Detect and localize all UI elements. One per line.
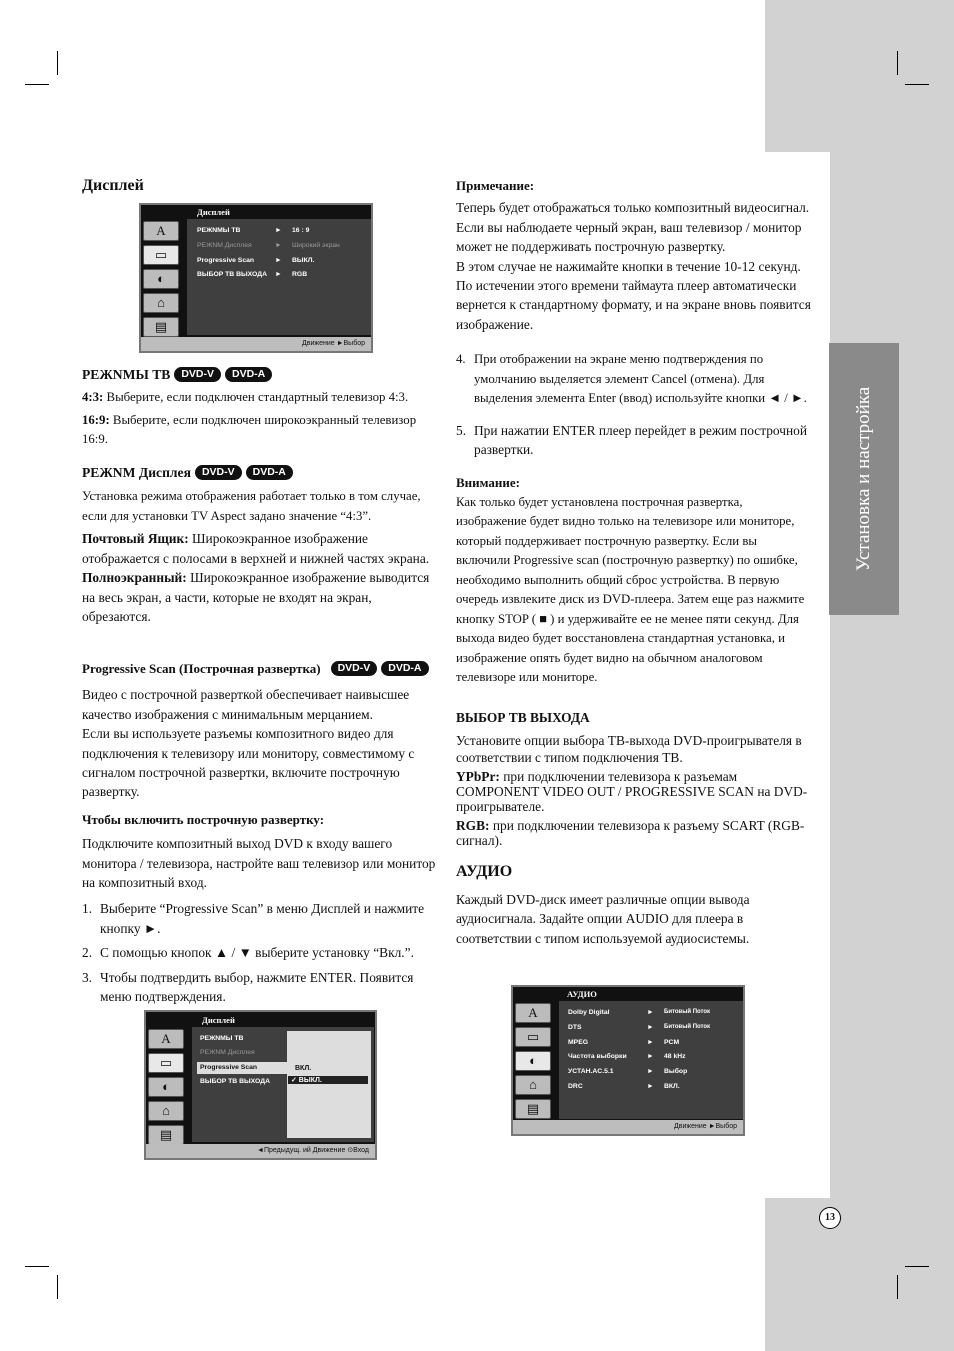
- osd-option-panel: [287, 1031, 371, 1138]
- others-icon: ▤: [143, 317, 179, 337]
- progressive-p1: Видео с построчной разверткой обеспечивает наивысшее качество изображения с минимальным мерцанием.: [82, 687, 410, 722]
- crop-mark: [57, 1275, 58, 1299]
- caution-title: Внимание:: [456, 474, 520, 490]
- osd-row-label: ВЫБОР ТВ ВЫХОДА: [197, 271, 267, 278]
- osd-row-label: DRC: [568, 1083, 583, 1090]
- osd-row-arrow: ►: [647, 1009, 654, 1016]
- note-p1: Теперь будет отображаться только композитный видеосигнал. Если вы наблюдаете черный экран, ваш телевизор / монитор может не поддерживать построчную развертку.: [456, 200, 810, 255]
- badge-dvd-a: DVD-A: [246, 465, 293, 480]
- display-mode-title-text: РЕЖNМ Дисплея: [82, 465, 191, 480]
- osd-icon-column: [148, 1029, 188, 1149]
- lock-icon: ⌂: [148, 1101, 184, 1121]
- osd-row-label: Progressive Scan: [200, 1064, 258, 1071]
- note-p2: В этом случае не нажимайте кнопки в течение 10-12 секунд. По истечении этого времени таймаута плеер автоматически вернется к стандартному формату, и на экране вновь появится изображение.: [456, 258, 811, 332]
- tv-mode-169: 16:9: Выберите, если подключен широкоэкранный телевизор 16:9.: [82, 412, 417, 447]
- osd-row-arrow: ►: [647, 1053, 654, 1060]
- osd-row-value: RGB: [292, 271, 308, 278]
- crop-mark: [25, 84, 49, 85]
- tvout-rgb: RGB: при подключении телевизора к разъему SCART (RGB-сигнал).: [456, 818, 805, 849]
- audio-title: АУДИО: [456, 863, 513, 881]
- osd-panel: [559, 1001, 743, 1119]
- display-mode-intro: Установка режима отображения работает только в том случае, если для установки TV Aspect задано значение “4:3”.: [82, 489, 421, 523]
- step-item: 2. С помощью кнопок ▲ / ▼ выберите установку “Вкл.”.: [82, 945, 414, 961]
- osd-row-arrow: ►: [275, 227, 282, 234]
- crop-mark: [57, 51, 58, 75]
- osd-title: АУДИО: [567, 989, 597, 999]
- progressive-title-text: Progressive Scan (Построчная развертка): [82, 661, 321, 676]
- lock-icon: ⌂: [143, 293, 179, 313]
- osd-progressive-menu: [144, 1010, 377, 1160]
- osd-title: Дисплей: [202, 1015, 235, 1025]
- tv-mode-43: 4:3: Выберите, если подключен стандартный телевизор 4:3.: [82, 390, 409, 405]
- osd-row-label: УСТАН.AC.5.1: [568, 1068, 614, 1075]
- language-icon: A: [515, 1003, 551, 1023]
- osd-row-arrow: ►: [647, 1083, 654, 1090]
- page-number: 13: [819, 1207, 841, 1229]
- left-column: [82, 176, 437, 195]
- tvout-ypbpr: YPbPr: при подключении телевизора к разъемам COMPONENT VIDEO OUT / PROGRESSIVE SCAN на DVD-проигрывателе.: [456, 769, 808, 815]
- osd-row-label: Dolby Digital: [568, 1009, 610, 1016]
- caution-text: Как только будет установлена построчная развертка, изображение будет видно только на телевизоре или мониторе, который поддерживает построчную развертку. Если вы включили Progressive scan (построчную развертку) по ошибке, необходимо выполнить общий сброс устройства. В первую очередь извлеките диск из DVD-плеера. Затем еще раз нажмите кнопку STOP ( ■ ) и удерживайте ее не менее пяти секунд. Для выхода видео будет восстановлена стандартная установка, и изображение опять будет видно на обычном аналоговом телевизоре или мониторе.: [456, 494, 805, 685]
- progressive-howto-text: Подключите композитный выход DVD к входу вашего монитора / телевизора, настройте ваш телевизор или монитор на композитный вход.: [82, 836, 436, 891]
- lock-icon: ⌂: [515, 1075, 551, 1095]
- osd-row-label: MPEG: [568, 1039, 589, 1046]
- note-title: Примечание:: [456, 178, 535, 193]
- display-mode-section: [82, 463, 437, 626]
- tv-mode-title: [82, 365, 437, 384]
- osd-footer: Движение ►Выбор: [141, 337, 371, 351]
- osd-row-label: Частота выборки: [568, 1053, 627, 1060]
- display-mode-panscan: Полноэкранный: Широкоэкранное изображение выводится на весь экран, а части, которые не входят на экран, обрезаются.: [82, 570, 430, 625]
- others-icon: ▤: [148, 1125, 184, 1145]
- confirm-steps: [456, 350, 811, 459]
- tv-mode-title-text: РЕЖNМЫ ТВ: [82, 367, 171, 382]
- badge-dvd-a: DVD-A: [381, 661, 428, 676]
- step-item: 4. При отображении на экране меню подтверждения по умолчанию выделяется элемент Cancel (отмена). Для выделения элемента Enter (ввод) используйте кнопки ◄ / ►.: [456, 352, 807, 406]
- osd-footer: ◄Предыдущ. ий Движение ⊙Вход: [146, 1144, 375, 1158]
- osd-row-arrow: ►: [275, 242, 282, 249]
- display-icon: ▭: [515, 1027, 551, 1047]
- osd-row-arrow: ►: [647, 1068, 654, 1075]
- osd-row-arrow: ►: [647, 1024, 654, 1031]
- osd-option-on: ВКЛ.: [295, 1065, 312, 1072]
- osd-row-value: Битовый Поток: [664, 1009, 711, 1015]
- display-mode-title: [82, 463, 437, 482]
- osd-row-label: ВЫБОР ТВ ВЫХОДА: [200, 1078, 270, 1085]
- osd-row-label: РЕЖNМ Дисплея: [197, 242, 252, 249]
- osd-footer: Движение ►Выбор: [513, 1120, 743, 1134]
- osd-row-label: DTS: [568, 1024, 582, 1031]
- osd-display-menu: [139, 203, 373, 353]
- crop-mark: [897, 51, 898, 75]
- progressive-section: [82, 659, 437, 1007]
- margin-band-bottom: [765, 1198, 954, 1351]
- section-side-tab: [829, 343, 899, 615]
- language-icon: A: [148, 1029, 184, 1049]
- osd-row-value: 16 : 9: [292, 227, 310, 234]
- osd-row-value: 48 kHz: [664, 1053, 686, 1060]
- audio-icon: ◐: [515, 1051, 551, 1071]
- audio-icon: ◐: [148, 1077, 184, 1097]
- tv-mode-section: [82, 365, 437, 450]
- step-item: 1. Выберите “Progressive Scan” в меню Дисплей и нажмите кнопку ►.: [82, 901, 425, 936]
- osd-row-label: РЕЖNМ Дисплея: [200, 1049, 255, 1056]
- margin-band-top: [765, 0, 954, 152]
- osd-row-value: Битовый Поток: [664, 1024, 711, 1030]
- tvout-text: Установите опции выбора ТВ-выхода DVD-проигрывателя в соответствии с типом подключения ТВ.: [456, 733, 802, 765]
- right-column: [456, 176, 811, 948]
- crop-mark: [905, 1266, 929, 1267]
- osd-row-value: PCM: [664, 1039, 680, 1046]
- osd-option-off: ✓ ВЫКЛ.: [288, 1076, 368, 1084]
- progressive-howto-title: Чтобы включить построчную развертку:: [82, 811, 325, 827]
- tvout-title: ВЫБОР ТВ ВЫХОДА: [456, 709, 590, 725]
- osd-row-arrow: ►: [275, 257, 282, 264]
- section-heading-display: Дисплей: [82, 177, 144, 194]
- osd-row-value: Широкий экран: [292, 242, 340, 249]
- badge-dvd-a: DVD-A: [225, 367, 272, 382]
- osd-row-value: Выбор: [664, 1068, 688, 1075]
- crop-mark: [25, 1266, 49, 1267]
- osd-audio-menu: [511, 985, 745, 1136]
- osd-icon-column: [515, 1003, 555, 1123]
- badge-dvd-v: DVD-V: [174, 367, 221, 382]
- others-icon: ▤: [515, 1099, 551, 1119]
- osd-row-label: РЕЖNМЫ ТВ: [200, 1035, 244, 1042]
- osd-row-arrow: ►: [647, 1039, 654, 1046]
- display-mode-letterbox: Почтовый Ящик: Широкоэкранное изображение отображается с полосами в верхней и нижней частях экрана.: [82, 531, 430, 566]
- language-icon: A: [143, 221, 179, 241]
- osd-title: Дисплей: [197, 207, 230, 217]
- display-icon: ▭: [148, 1053, 184, 1073]
- osd-row-label: РЕЖNМЫ ТВ: [197, 227, 241, 234]
- progressive-steps: [82, 899, 437, 1006]
- progressive-title: [82, 659, 437, 678]
- step-item: 5. При нажатии ENTER плеер перейдет в режим построчной развертки.: [456, 422, 808, 458]
- progressive-p2: Если вы используете разъемы композитного видео для подключения к телевизору или монитору, совместимому с сигналом построчной развертки, включите построчную развертку.: [82, 726, 415, 800]
- crop-mark: [897, 1275, 898, 1299]
- section-side-tab-label: Установка и настройка: [853, 386, 874, 572]
- osd-row-label: Progressive Scan: [197, 257, 255, 264]
- crop-mark: [905, 84, 929, 85]
- step-item: 3. Чтобы подтвердить выбор, нажмите ENTER. Появится меню подтверждения.: [82, 969, 414, 1005]
- osd-row-value: ВЫКЛ.: [292, 257, 315, 264]
- margin-band-right: [830, 152, 954, 1198]
- audio-text: Каждый DVD-диск имеет различные опции вывода аудиосигнала. Задайте опции AUDIO для плеера в соответствии с типом используемой аудиосистемы.: [456, 891, 750, 946]
- badge-dvd-v: DVD-V: [195, 465, 242, 480]
- audio-icon: ◐: [143, 269, 179, 289]
- osd-row-value: ВКЛ.: [664, 1083, 680, 1090]
- osd-icon-column: [143, 221, 183, 341]
- display-icon: ▭: [143, 245, 179, 265]
- badge-dvd-v: DVD-V: [331, 661, 378, 676]
- osd-row-arrow: ►: [275, 271, 282, 278]
